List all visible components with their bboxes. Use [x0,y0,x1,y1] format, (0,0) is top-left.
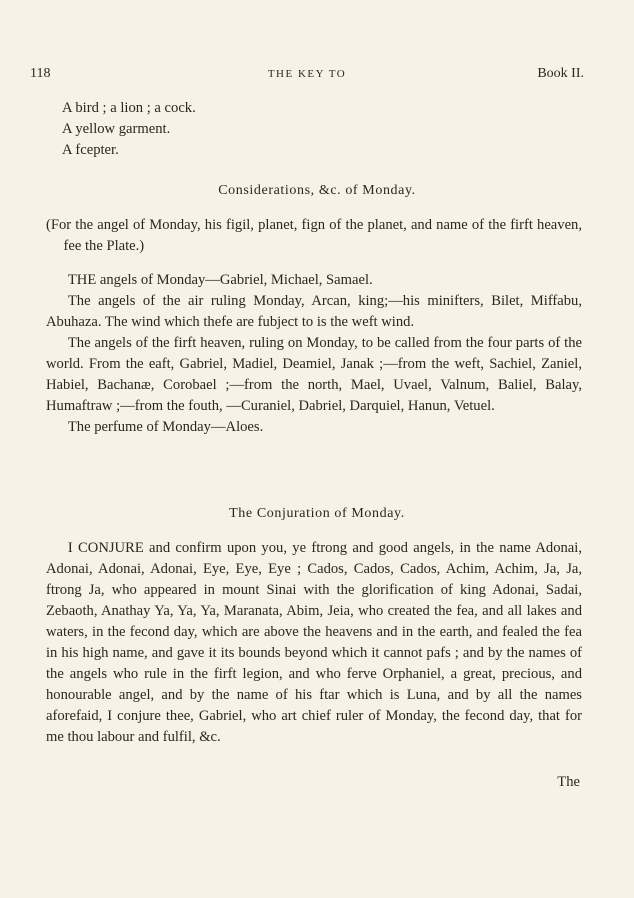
angels-section [46,270,582,438]
angels-paragraph: THE angels of Monday—Gabriel, Michael, Samael. [67,272,373,288]
book-label: Book II. [537,66,584,81]
perfume-line: The perfume of Monday—Aloes. [67,419,264,435]
list-item: A fcepter. [62,142,119,158]
catchword: The [557,774,580,790]
conjuration-heading: The Conjuration of Monday. [229,506,405,521]
conjuration-paragraph: I CONJURE and confirm upon you, ye ftrong and good angels, in the name Adonai, Adonai, Adonai, Adonai, Eye, Eye, Eye ; Cados, Cados, Cados, Achim, Achim, Ja, Ja, ftrong Ja, who appeared in mount Sinai with the glorification of king Adonai, Sadai, Zebaoth, Anathay Ya, Ya, Ya, Maranata, Abim, Jeia, who created the fea, and all lakes and waters, in the fecond day, which are above the heavens and in the earth, and fealed the fea in his high name, and gave it its bounds beyond which it cannot pafs ; and by the names of the angels who rule in the firft legion, and who ferve Orphaniel, a great, precious, and honourable angel, and by the name of his ftar which is Luna, and by all the names aforefaid, I conjure thee, Gabriel, who art chief ruler of Monday, the fecond day, that for me thou labour and fulfil, &c. [46,540,582,745]
page-header [30,66,584,86]
running-title: THE KEY TO [267,68,347,80]
page-number: 118 [30,66,51,81]
note-text: (For the angel of Monday, his figil, planet, fign of the planet, and name of the firft heaven, fee the Plate.) [46,217,582,254]
plate-note [46,215,582,257]
considerations-heading: Considerations, &c. of Monday. [218,183,416,198]
list-item: A yellow garment. [62,121,171,137]
angels-paragraph: The angels of the firft heaven, ruling on Monday, to be called from the four parts of the world. From the eaft, Gabriel, Madiel, Deamiel, Janak ;—from the weft, Sachiel, Zaniel, Habiel, Bachanæ, Corobael ;—from the north, Mael, Uvael, Valnum, Baliel, Balay, Humaftraw ;—from the fouth, —Curaniel, Dabriel, Darquiel, Hanun, Vetuel. [46,335,582,414]
list-item: A bird ; a lion ; a cock. [62,100,196,116]
conjuration-section [46,538,582,748]
symbol-list [62,98,584,161]
angels-paragraph: The angels of the air ruling Monday, Arcan, king;—his minifters, Bilet, Miffabu, Abuhaza. The wind which thefe are fubject to is the weft wind. [46,293,582,330]
